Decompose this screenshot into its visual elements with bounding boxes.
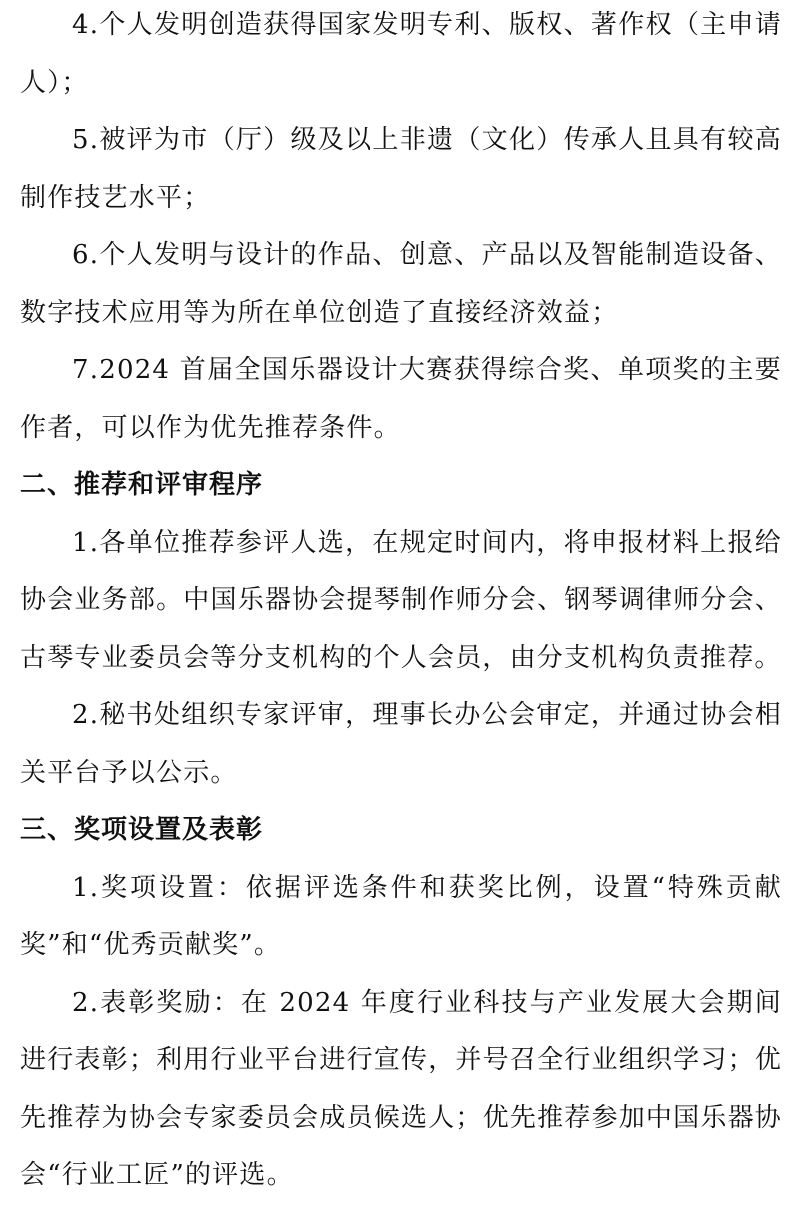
awards-item-1: 1.奖项设置：依据评选条件和获奖比例，设置“特殊贡献奖”和“优秀贡献奖”。 — [20, 872, 782, 960]
section-heading-procedure: 二、推荐和评审程序 — [20, 470, 264, 500]
criterion-item-6: 6.个人发明与设计的作品、创意、产品以及智能制造设备、数字技术应用等为所在单位创造了直接经济效益； — [20, 240, 782, 328]
section-heading-awards: 三、奖项设置及表彰 — [20, 815, 264, 845]
awards-item-2: 2.表彰奖励：在 2024 年度行业科技与产业发展大会期间进行表彰；利用行业平台进行宣传，并号召全行业组织学习；优先推荐为协会专家委员会成员候选人；优先推荐参加中国乐器协会“行业工匠”的评选。 — [20, 987, 782, 1190]
criterion-item-4: 4.个人发明创造获得国家发明专利、版权、著作权（主申请人）； — [20, 10, 782, 98]
procedure-item-1: 1.各单位推荐参评人选，在规定时间内，将申报材料上报给协会业务部。中国乐器协会提琴制作师分会、钢琴调律师分会、古琴专业委员会等分支机构的个人会员，由分支机构负责推荐。 — [20, 527, 782, 673]
criterion-item-5: 5.被评为市（厅）级及以上非遗（文化）传承人且具有较高制作技艺水平； — [20, 125, 782, 213]
procedure-item-2: 2.秘书处组织专家评审，理事长办公会审定，并通过协会相关平台予以公示。 — [20, 700, 782, 788]
criterion-item-7: 7.2024 首届全国乐器设计大赛获得综合奖、单项奖的主要作者，可以作为优先推荐条件。 — [20, 355, 782, 443]
